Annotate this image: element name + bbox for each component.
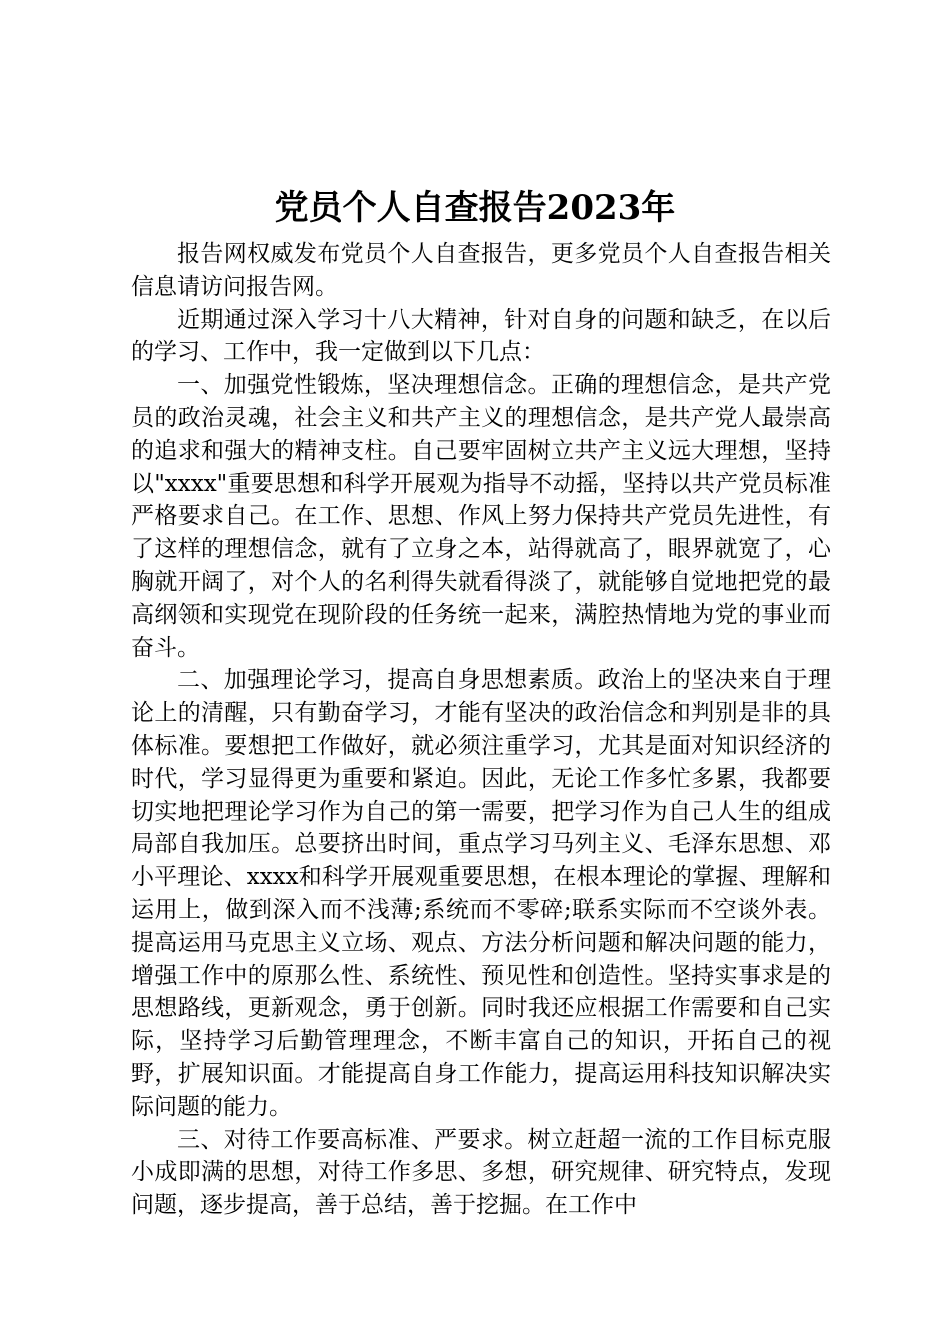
paragraph-point-two: 二、加强理论学习，提高自身思想素质。政治上的坚决来自于理论上的清醒，只有勤奋学习，才能有坚决的政治信念和判别是非的具体标准。要想把工作做好，就必须注重学习，尤其是面对知识经济的时代，学习显得更为重要和紧迫。因此，无论工作多忙多累，我都要切实地把理论学习作为自己的第一需要，把学习作为自己人生的组成局部自我加压。总要挤出时间，重点学习马列主义、毛泽东思想、邓小平理论、xxxx和科学开展观重要思想，在根本理论的掌握、理解和运用上，做到深入而不浅薄;系统而不零碎;联系实际而不空谈外表。提高运用马克思主义立场、观点、方法分析问题和解决问题的能力，增强工作中的原那么性、系统性、预见性和创造性。坚持实事求是的思想路线，更新观念，勇于创新。同时我还应根据工作需要和自己实际，坚持学习后勤管理理念，不断丰富自己的知识，开拓自己的视野，扩展知识面。才能提高自身工作能力，提高运用科技知识解决实际问题的能力。 — [131, 667, 831, 1120]
paragraph-overview: 近期通过深入学习十八大精神，针对自身的问题和缺乏，在以后的学习、工作中，我一定做到以下几点： — [131, 306, 831, 366]
paragraph-point-one: 一、加强党性锻炼，坚决理想信念。正确的理想信念，是共产党员的政治灵魂，社会主义和共产主义的理想信念，是共产党人最崇高的追求和强大的精神支柱。自己要牢固树立共产主义远大理想，坚持以"xxxx"重要思想和科学开展观为指导不动摇，坚持以共产党员标准严格要求自己。在工作、思想、作风上努力保持共产党员先进性，有了这样的理想信念，就有了立身之本，站得就高了，眼界就宽了，心胸就开阔了，对个人的名利得失就看得淡了，就能够自觉地把党的最高纲领和实现党在现阶段的任务统一起来，满腔热情地为党的事业而奋斗。 — [131, 372, 831, 661]
document-body — [131, 238, 831, 1222]
paragraph-point-three: 三、对待工作要高标准、严要求。树立赶超一流的工作目标克服小成即满的思想，对待工作多思、多想，研究规律、研究特点，发现问题，逐步提高，善于总结，善于挖掘。在工作中 — [131, 1126, 831, 1219]
document-title: 党员个人自查报告2023年 — [274, 188, 676, 228]
paragraph-intro: 报告网权威发布党员个人自查报告，更多党员个人自查报告相关信息请访问报告网。 — [131, 241, 831, 300]
